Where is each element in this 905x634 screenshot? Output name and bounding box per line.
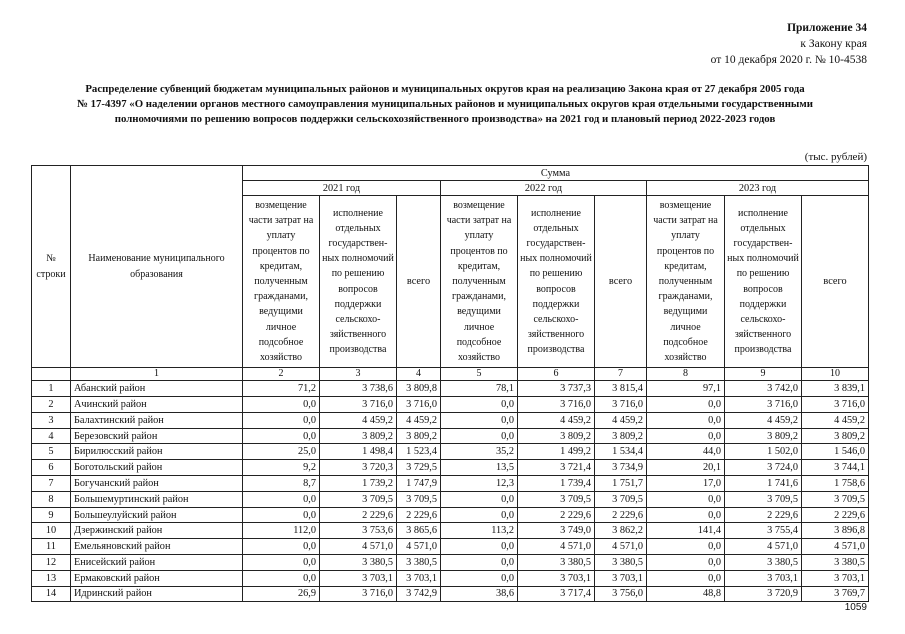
document-title	[20, 82, 870, 127]
amount-cell: 0,0	[441, 428, 518, 444]
municipality-name: Бирилюсский район	[71, 444, 243, 460]
amount-cell: 1 751,7	[595, 476, 647, 492]
amount-cell: 3 703,1	[320, 570, 397, 586]
column-number: 1	[71, 368, 243, 381]
amount-cell: 3 703,1	[802, 570, 869, 586]
column-number: 8	[647, 368, 725, 381]
amount-cell: 3 703,1	[725, 570, 802, 586]
amount-cell: 1 741,6	[725, 476, 802, 492]
amount-cell: 3 724,0	[725, 460, 802, 476]
amount-cell: 1 739,2	[320, 476, 397, 492]
amount-cell: 0,0	[441, 507, 518, 523]
amount-cell: 0,0	[647, 570, 725, 586]
amount-cell: 0,0	[647, 397, 725, 413]
amount-cell: 3 753,6	[320, 523, 397, 539]
municipality-name: Богучанский район	[71, 476, 243, 492]
row-number: 13	[32, 570, 71, 586]
row-number: 14	[32, 586, 71, 602]
amount-cell: 3 729,5	[397, 460, 441, 476]
title-line-3: полномочиями по решению вопросов поддержки сельскохозяйственного производства» на 2021 год и плановый период 2022-2023 годов	[114, 113, 776, 125]
appendix-block	[711, 20, 867, 68]
amount-cell: 3 809,8	[397, 381, 441, 397]
amount-cell: 4 571,0	[725, 539, 802, 555]
amount-cell: 0,0	[243, 539, 320, 555]
amount-cell: 3 716,0	[802, 397, 869, 413]
amount-cell: 8,7	[243, 476, 320, 492]
amount-cell: 3 717,4	[518, 586, 595, 602]
amount-cell: 3 380,5	[320, 555, 397, 571]
units-label: (тыс. рублей)	[804, 151, 867, 163]
amount-cell: 0,0	[243, 397, 320, 413]
amount-cell: 3 809,2	[518, 428, 595, 444]
amount-cell: 3 809,2	[320, 428, 397, 444]
amount-cell: 35,2	[441, 444, 518, 460]
amount-cell: 2 229,6	[802, 507, 869, 523]
table-row	[32, 412, 869, 428]
row-number: 2	[32, 397, 71, 413]
amount-cell: 3 703,1	[595, 570, 647, 586]
subheader-total: всего	[802, 196, 869, 368]
amount-cell: 0,0	[441, 570, 518, 586]
municipality-name: Большеулуйский район	[71, 507, 243, 523]
column-number: 6	[518, 368, 595, 381]
municipality-name: Ермаковский район	[71, 570, 243, 586]
municipality-name: Ачинский район	[71, 397, 243, 413]
row-number: 6	[32, 460, 71, 476]
amount-cell: 3 862,2	[595, 523, 647, 539]
amount-cell: 0,0	[647, 428, 725, 444]
amount-cell: 4 571,0	[518, 539, 595, 555]
title-line-1: Распределение субвенций бюджетам муниципальных районов и муниципальных округов края на реализацию Закона края от 27 декабря 2005 года	[85, 83, 805, 95]
amount-cell: 3 716,0	[518, 397, 595, 413]
row-number: 8	[32, 491, 71, 507]
amount-cell: 3 720,9	[725, 586, 802, 602]
amount-cell: 1 747,9	[397, 476, 441, 492]
amount-cell: 0,0	[647, 539, 725, 555]
year-header-2023: 2023 год	[647, 181, 869, 196]
subheader-total: всего	[595, 196, 647, 368]
subheader-total: всего	[397, 196, 441, 368]
amount-cell: 48,8	[647, 586, 725, 602]
amount-cell: 1 546,0	[802, 444, 869, 460]
amount-cell: 17,0	[647, 476, 725, 492]
table-row	[32, 397, 869, 413]
table-row	[32, 491, 869, 507]
table-row	[32, 555, 869, 571]
table-body	[32, 381, 869, 602]
amount-cell: 3 865,6	[397, 523, 441, 539]
amount-cell: 0,0	[243, 412, 320, 428]
amount-cell: 3 738,6	[320, 381, 397, 397]
amount-cell: 3 720,3	[320, 460, 397, 476]
column-number: 7	[595, 368, 647, 381]
table-row	[32, 460, 869, 476]
column-number: 3	[320, 368, 397, 381]
amount-cell: 1 499,2	[518, 444, 595, 460]
amount-cell: 12,3	[441, 476, 518, 492]
amount-cell: 2 229,6	[725, 507, 802, 523]
amount-cell: 141,4	[647, 523, 725, 539]
column-number-row	[32, 368, 869, 381]
amount-cell: 13,5	[441, 460, 518, 476]
amount-cell: 1 502,0	[725, 444, 802, 460]
amount-cell: 3 716,0	[397, 397, 441, 413]
amount-cell: 1 758,6	[802, 476, 869, 492]
amount-cell: 3 716,0	[320, 397, 397, 413]
amount-cell: 3 709,5	[397, 491, 441, 507]
amount-cell: 2 229,6	[397, 507, 441, 523]
subsidy-table	[31, 165, 869, 602]
amount-cell: 0,0	[243, 507, 320, 523]
amount-cell: 78,1	[441, 381, 518, 397]
municipality-name: Боготольский район	[71, 460, 243, 476]
amount-cell: 1 498,4	[320, 444, 397, 460]
amount-cell: 3 721,4	[518, 460, 595, 476]
column-number: 2	[243, 368, 320, 381]
amount-cell: 3 709,5	[518, 491, 595, 507]
amount-cell: 3 380,5	[595, 555, 647, 571]
municipality-name: Идринский район	[71, 586, 243, 602]
row-number: 10	[32, 523, 71, 539]
amount-cell: 3 380,5	[725, 555, 802, 571]
amount-cell: 4 459,2	[725, 412, 802, 428]
amount-cell: 1 739,4	[518, 476, 595, 492]
title-line-2: № 17-4397 «О наделении органов местного самоуправления муниципальных районов и муниципальных округов края отдельными государственными	[77, 98, 813, 110]
amount-cell: 2 229,6	[595, 507, 647, 523]
appendix-law-ref: к Закону края	[800, 38, 867, 50]
amount-cell: 3 380,5	[397, 555, 441, 571]
amount-cell: 3 709,5	[802, 491, 869, 507]
appendix-date: от 10 декабря 2020 г. № 10-4538	[710, 54, 867, 66]
amount-cell: 25,0	[243, 444, 320, 460]
amount-cell: 1 523,4	[397, 444, 441, 460]
amount-cell: 0,0	[647, 555, 725, 571]
subheader-state-powers: исполнение отдельных государствен-ных полномочий по решению вопросов поддержки сельскохо-зяйственного производства	[725, 196, 802, 368]
amount-cell: 4 571,0	[397, 539, 441, 555]
amount-cell: 4 459,2	[518, 412, 595, 428]
amount-cell: 112,0	[243, 523, 320, 539]
amount-cell: 3 734,9	[595, 460, 647, 476]
amount-cell: 1 534,4	[595, 444, 647, 460]
table-row	[32, 539, 869, 555]
amount-cell: 71,2	[243, 381, 320, 397]
amount-cell: 3 809,2	[397, 428, 441, 444]
amount-cell: 0,0	[647, 491, 725, 507]
table-row	[32, 381, 869, 397]
amount-cell: 3 709,5	[725, 491, 802, 507]
amount-cell: 0,0	[441, 539, 518, 555]
row-number: 7	[32, 476, 71, 492]
municipality-name: Балахтинский район	[71, 412, 243, 428]
amount-cell: 3 709,5	[595, 491, 647, 507]
municipality-name: Емельяновский район	[71, 539, 243, 555]
col-header-municipality: Наименование муниципального образования	[71, 166, 243, 368]
amount-cell: 3 380,5	[802, 555, 869, 571]
amount-cell: 0,0	[441, 555, 518, 571]
column-number: 4	[397, 368, 441, 381]
amount-cell: 3 737,3	[518, 381, 595, 397]
table-row	[32, 428, 869, 444]
row-number: 3	[32, 412, 71, 428]
amount-cell: 3 716,0	[725, 397, 802, 413]
appendix-title: Приложение 34	[787, 22, 867, 34]
row-number: 12	[32, 555, 71, 571]
amount-cell: 4 459,2	[397, 412, 441, 428]
amount-cell: 3 703,1	[518, 570, 595, 586]
row-number: 9	[32, 507, 71, 523]
amount-cell: 3 809,2	[802, 428, 869, 444]
row-number: 4	[32, 428, 71, 444]
table-row	[32, 444, 869, 460]
amount-cell: 3 809,2	[595, 428, 647, 444]
amount-cell: 4 571,0	[802, 539, 869, 555]
table-row	[32, 523, 869, 539]
year-header-2022: 2022 год	[441, 181, 647, 196]
amount-cell: 4 459,2	[595, 412, 647, 428]
amount-cell: 3 839,1	[802, 381, 869, 397]
row-number: 1	[32, 381, 71, 397]
amount-cell: 44,0	[647, 444, 725, 460]
amount-cell: 3 755,4	[725, 523, 802, 539]
municipality-name: Абанский район	[71, 381, 243, 397]
amount-cell: 0,0	[243, 570, 320, 586]
amount-cell: 20,1	[647, 460, 725, 476]
amount-cell: 0,0	[441, 491, 518, 507]
column-number: 10	[802, 368, 869, 381]
table-row	[32, 586, 869, 602]
year-header-2021: 2021 год	[243, 181, 441, 196]
amount-cell: 3 380,5	[518, 555, 595, 571]
amount-cell: 3 815,4	[595, 381, 647, 397]
amount-cell: 4 459,2	[320, 412, 397, 428]
amount-cell: 2 229,6	[320, 507, 397, 523]
amount-cell: 26,9	[243, 586, 320, 602]
amount-cell: 97,1	[647, 381, 725, 397]
subheader-interest-compensation: возмещение части затрат на уплату процентов по кредитам, полученным гражданами, ведущими личное подсобное хозяйство	[647, 196, 725, 368]
amount-cell: 3 716,0	[595, 397, 647, 413]
amount-cell: 3 742,0	[725, 381, 802, 397]
column-number-blank	[32, 368, 71, 381]
amount-cell: 3 703,1	[397, 570, 441, 586]
municipality-name: Большемуртинский район	[71, 491, 243, 507]
amount-cell: 3 896,8	[802, 523, 869, 539]
municipality-name: Березовский район	[71, 428, 243, 444]
column-number: 5	[441, 368, 518, 381]
amount-cell: 0,0	[647, 507, 725, 523]
row-number: 11	[32, 539, 71, 555]
amount-cell: 0,0	[441, 397, 518, 413]
amount-cell: 0,0	[647, 412, 725, 428]
subheader-state-powers: исполнение отдельных государствен-ных полномочий по решению вопросов поддержки сельскохо-зяйственного производства	[320, 196, 397, 368]
amount-cell: 3 749,0	[518, 523, 595, 539]
amount-cell: 3 756,0	[595, 586, 647, 602]
amount-cell: 4 571,0	[320, 539, 397, 555]
subheader-interest-compensation: возмещение части затрат на уплату процентов по кредитам, полученным гражданами, ведущими личное подсобное хозяйство	[441, 196, 518, 368]
amount-cell: 113,2	[441, 523, 518, 539]
subheader-interest-compensation: возмещение части затрат на уплату процентов по кредитам, полученным гражданами, ведущими личное подсобное хозяйство	[243, 196, 320, 368]
amount-cell: 0,0	[243, 555, 320, 571]
amount-cell: 3 744,1	[802, 460, 869, 476]
amount-cell: 9,2	[243, 460, 320, 476]
row-number: 5	[32, 444, 71, 460]
municipality-name: Енисейский район	[71, 555, 243, 571]
amount-cell: 3 742,9	[397, 586, 441, 602]
amount-cell: 4 571,0	[595, 539, 647, 555]
amount-cell: 0,0	[441, 412, 518, 428]
municipality-name: Дзержинский район	[71, 523, 243, 539]
subheader-state-powers: исполнение отдельных государствен-ных полномочий по решению вопросов поддержки сельскохо-зяйственного производства	[518, 196, 595, 368]
amount-cell: 3 809,2	[725, 428, 802, 444]
table-row	[32, 570, 869, 586]
amount-cell: 0,0	[243, 491, 320, 507]
amount-cell: 38,6	[441, 586, 518, 602]
amount-cell: 4 459,2	[802, 412, 869, 428]
sum-header: Сумма	[243, 166, 869, 181]
amount-cell: 3 709,5	[320, 491, 397, 507]
amount-cell: 3 769,7	[802, 586, 869, 602]
page-number: 1059	[844, 602, 867, 613]
table-row	[32, 476, 869, 492]
col-header-row-number: № строки	[32, 166, 71, 368]
table-row	[32, 507, 869, 523]
amount-cell: 2 229,6	[518, 507, 595, 523]
amount-cell: 3 716,0	[320, 586, 397, 602]
column-number: 9	[725, 368, 802, 381]
amount-cell: 0,0	[243, 428, 320, 444]
